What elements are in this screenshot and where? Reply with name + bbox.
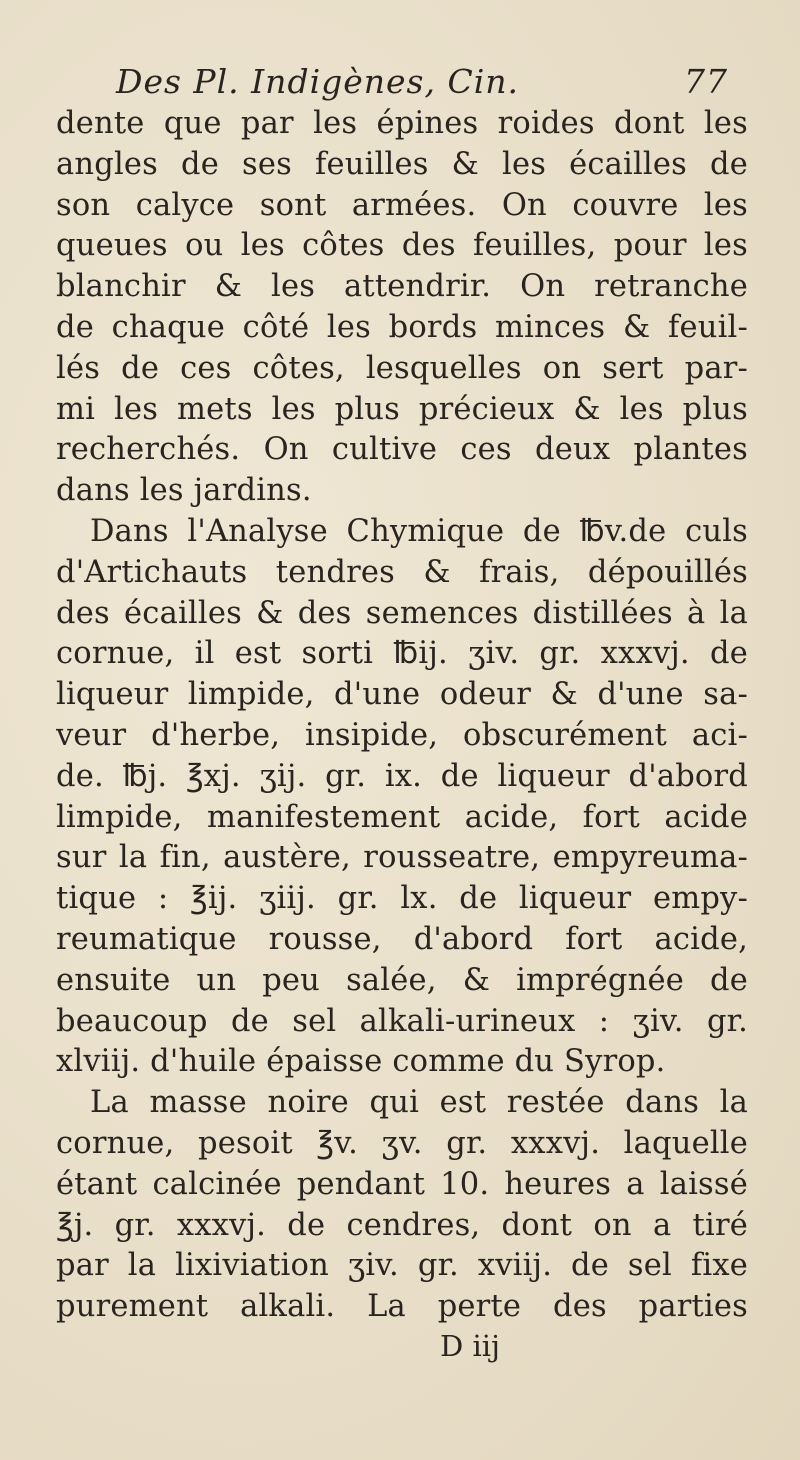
page-number: 77	[684, 62, 728, 101]
signature-mark: D iij	[440, 1328, 501, 1363]
text-line: par la lixiviation ʒiv. gr. xviij. de sel fixe	[56, 1248, 748, 1284]
text-line: recherchés. On cultive ces deux plantes	[56, 432, 748, 468]
text-line: son calyce sont armées. On couvre les	[56, 187, 748, 223]
text-line: queues ou les côtes des feuilles, pour les	[56, 228, 748, 264]
text-line: dans les jardins.	[56, 473, 312, 509]
running-head-title: Des Pl. Indigènes, Cin.	[116, 62, 520, 101]
text-line: étant calcinée pendant 10. heures a laissé	[56, 1166, 748, 1202]
text-line: cornue, pesoit ℥v. ʒv. gr. xxxvj. laquelle	[56, 1125, 748, 1161]
text-line: limpide, manifestement acide, fort acide	[56, 799, 748, 835]
running-head	[116, 62, 748, 101]
text-line: de chaque côté les bords minces & feuil-	[56, 309, 748, 345]
text-line: veur d'herbe, insipide, obscurément aci-	[56, 717, 748, 753]
text-line: dente que par les épines roides dont les	[56, 106, 748, 141]
text-line: mi les mets les plus précieux & les plus	[56, 391, 748, 427]
text-line: liqueur limpide, d'une odeur & d'une sa-	[56, 677, 748, 713]
text-line: des écailles & des semences distillées à la	[56, 595, 748, 631]
text-line: de. ℔j. ℥xj. ʒij. gr. ix. de liqueur d'abord	[56, 758, 748, 794]
text-line: reumatique rousse, d'abord fort acide,	[56, 921, 748, 957]
text-line: purement alkali. La perte des parties	[56, 1289, 748, 1325]
text-line: d'Artichauts tendres & frais, dépouillés	[56, 554, 748, 590]
text-line: cornue, il est sorti ℔ij. ʒiv. gr. xxxvj. de	[56, 636, 748, 672]
text-line: Dans l'Analyse Chymique de ℔v.de culs	[90, 513, 748, 549]
text-line: lés de ces côtes, lesquelles on sert par-	[56, 350, 748, 386]
text-line: blanchir & les attendrir. On retranche	[56, 269, 748, 305]
text-line: angles de ses feuilles & les écailles de	[56, 146, 748, 182]
text-line: ensuite un peu salée, & imprégnée de	[56, 962, 748, 998]
text-line: ℥j. gr. xxxvj. de cendres, dont on a tiré	[56, 1207, 748, 1243]
text-line: La masse noire qui est restée dans la	[90, 1085, 748, 1121]
text-line: tique : ℥ij. ʒiij. gr. lx. de liqueur empy-	[56, 881, 748, 917]
text-line: beaucoup de sel alkali-urineux : ʒiv. gr.	[56, 1003, 748, 1039]
body-text	[56, 104, 748, 1328]
text-line: xlviij. d'huile épaisse comme du Syrop.	[56, 1044, 666, 1080]
text-line: sur la fin, austère, rousseatre, empyreuma-	[56, 840, 748, 876]
